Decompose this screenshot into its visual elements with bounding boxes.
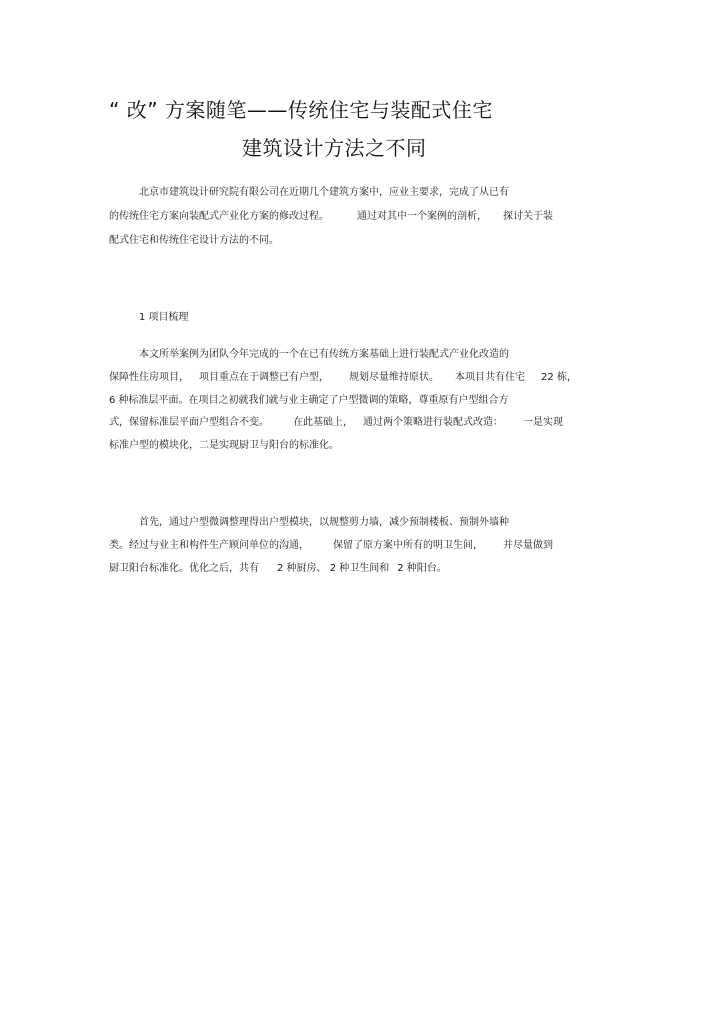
para2-line-2-c: 并尽量做到 [503,540,553,551]
para1-line-2-e: 22 栋， [541,372,577,383]
para2-line-3 [109,562,447,576]
para1-line-4-b: 在此基础上， [293,417,353,428]
intro-line-1: 北京市建筑设计研究院有限公司在近期几个建筑方案中，应业主要求，完成了从已有 [139,187,509,198]
intro-line-2-a: 的传统住宅方案向装配式产业化方案的修改过程。 [109,211,329,222]
intro-line-2-c: 探讨关于装 [503,211,553,222]
intro-line-3: 配式住宅和传统住宅设计方法的不同。 [109,235,279,246]
document-title-line-1: “ 改” 方案随笔——传统住宅与装配式住宅 [109,98,493,122]
intro-line-2 [109,210,553,224]
intro-line-2-b: 通过对其中一个案例的剖析， [357,211,487,222]
para1-line-2-b: 项目重点在于调整已有户型， [199,372,329,383]
para2-line-3-b: 2 种厨房、 2 种卫生间和 [277,563,390,574]
section-heading: 1 项目梳理 [139,312,189,323]
para1-line-2-c: 规划尽量维持原状。 [349,372,439,383]
para2-line-3-c: 2 种阳台。 [397,563,447,574]
para1-line-4-c: 通过两个策略进行装配式改造： [363,417,503,428]
para1-line-3: 6 种标准层平面。在项目之初就我们就与业主确定了户型微调的策略，尊重原有户型组合方 [109,395,509,406]
para1-line-4-d: 一是实现 [523,417,563,428]
para2-line-2-a: 类。经过与业主和构件生产顾问单位的沟通， [109,540,309,551]
para2-line-2-b: 保留了原方案中所有的明卫生间， [333,540,483,551]
para2-line-3-a: 厨卫阳台标准化。优化之后，共有 [109,563,259,574]
para1-line-4 [109,416,563,430]
para1-line-2-d: 本项目共有住宅 [455,372,525,383]
para2-line-1: 首先，通过户型微调整理得出户型模块，以规整剪力墙，减少预制楼板、预制外墙种 [139,517,509,528]
document-title-line-2: 建筑设计方法之不同 [242,136,427,160]
para1-line-5: 标准户型的模块化，二是实现厨卫与阳台的标准化。 [109,440,339,451]
para1-line-2-a: 保障性住房项目， [109,372,189,383]
para2-line-2 [109,539,553,553]
para1-line-4-a: 式，保留标准层平面户型组合不变。 [109,417,269,428]
para1-line-1: 本文所举案例为团队今年完成的一个在已有传统方案基础上进行装配式产业化改造的 [139,349,509,360]
para1-line-2 [109,371,577,385]
